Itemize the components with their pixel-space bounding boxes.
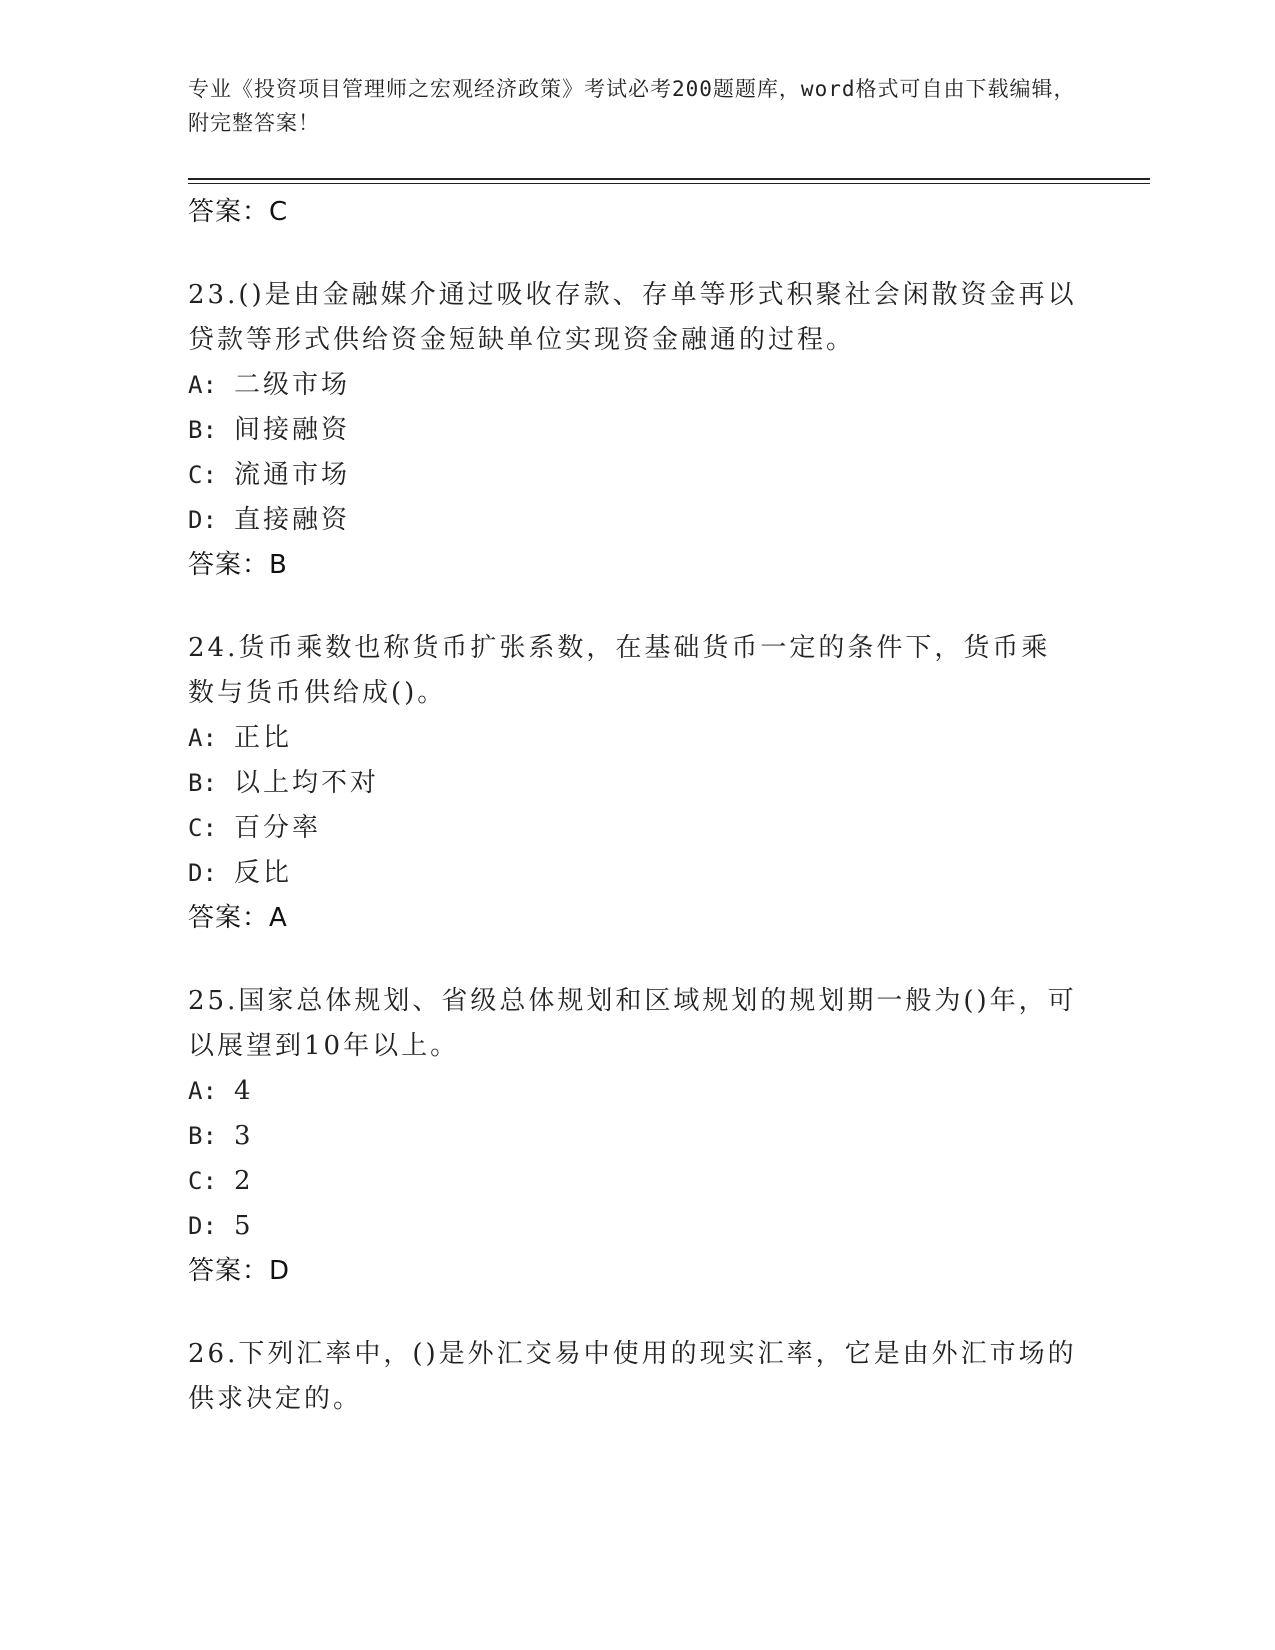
option-text: 百分率 bbox=[234, 813, 322, 843]
option-a bbox=[188, 1069, 1088, 1114]
option-b bbox=[188, 1114, 1088, 1159]
option-b bbox=[188, 408, 1088, 453]
option-text: 正比 bbox=[234, 723, 293, 753]
answer-22: 答案：C bbox=[188, 197, 289, 227]
question-26 bbox=[188, 1332, 1088, 1422]
option-letter: D: bbox=[188, 506, 217, 534]
option-letter: C: bbox=[188, 1167, 217, 1195]
option-text: 5 bbox=[234, 1211, 254, 1241]
answer-24: 答案：A bbox=[188, 903, 288, 933]
question-stem: 25.国家总体规划、省级总体规划和区域规划的规划期一般为()年，可以展望到10年以上。 bbox=[188, 986, 1077, 1061]
option-text: 3 bbox=[234, 1121, 254, 1151]
option-letter: C: bbox=[188, 814, 217, 842]
option-letter: D: bbox=[188, 859, 217, 887]
option-c bbox=[188, 1159, 1088, 1204]
option-text: 以上均不对 bbox=[234, 768, 380, 798]
option-text: 反比 bbox=[234, 858, 293, 888]
option-a bbox=[188, 363, 1088, 408]
option-letter: A: bbox=[188, 724, 217, 752]
question-25 bbox=[188, 979, 1088, 1294]
document-header: 专业《投资项目管理师之宏观经济政策》考试必考200题题库，word格式可自由下载编辑，附完整答案！ bbox=[188, 77, 1076, 135]
question-23 bbox=[188, 273, 1088, 588]
document-content bbox=[188, 190, 1088, 1422]
question-stem: 26.下列汇率中，()是外汇交易中使用的现实汇率，它是由外汇市场的供求决定的。 bbox=[188, 1339, 1077, 1414]
question-stem: 23.()是由金融媒介通过吸收存款、存单等形式积聚社会闲散资金再以贷款等形式供给资金短缺单位实现资金融通的过程。 bbox=[188, 280, 1077, 355]
option-text: 2 bbox=[234, 1166, 254, 1196]
header-divider-thick bbox=[188, 178, 1150, 180]
answer-25: 答案：D bbox=[188, 1256, 291, 1286]
option-letter: C: bbox=[188, 461, 217, 489]
answer-23: 答案：B bbox=[188, 550, 288, 580]
question-stem: 24.货币乘数也称货币扩张系数，在基础货币一定的条件下，货币乘数与货币供给成()。 bbox=[188, 633, 1051, 708]
option-letter: B: bbox=[188, 1122, 217, 1150]
option-d bbox=[188, 498, 1088, 543]
option-letter: D: bbox=[188, 1212, 217, 1240]
option-letter: B: bbox=[188, 769, 217, 797]
option-d bbox=[188, 1204, 1088, 1249]
option-d bbox=[188, 851, 1088, 896]
option-text: 4 bbox=[234, 1076, 254, 1106]
option-b bbox=[188, 761, 1088, 806]
option-text: 直接融资 bbox=[234, 505, 351, 535]
option-letter: B: bbox=[188, 416, 217, 444]
header-divider-thin bbox=[188, 183, 1150, 184]
option-c bbox=[188, 453, 1088, 498]
option-text: 二级市场 bbox=[234, 370, 351, 400]
option-a bbox=[188, 716, 1088, 761]
option-text: 间接融资 bbox=[234, 415, 351, 445]
option-c bbox=[188, 806, 1088, 851]
option-letter: A: bbox=[188, 1077, 217, 1105]
option-text: 流通市场 bbox=[234, 460, 351, 490]
option-letter: A: bbox=[188, 371, 217, 399]
question-24 bbox=[188, 626, 1088, 941]
